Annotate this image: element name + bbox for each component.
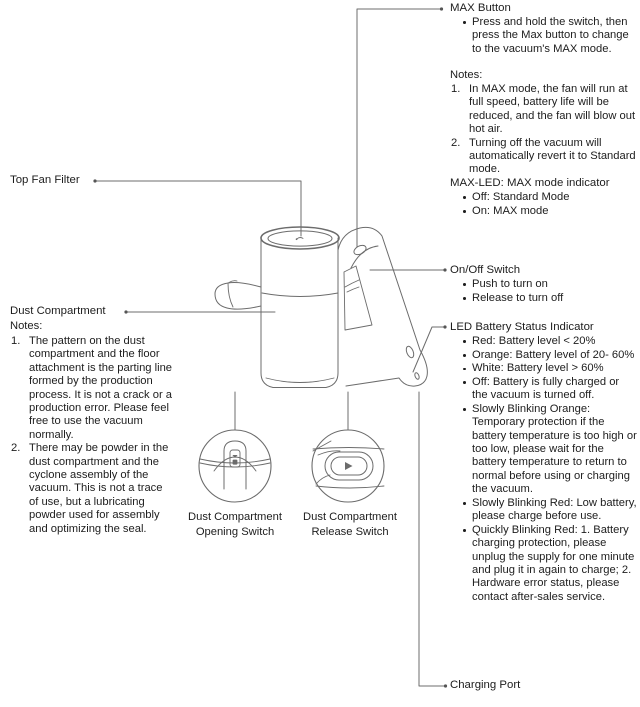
detail-caption-line2: Release Switch [311, 526, 389, 538]
detail-caption-release-switch [290, 510, 410, 540]
list-item: Push to turn on [461, 278, 633, 291]
list-text: Turning off the vacuum will automatically revert it to Standard mode. [469, 136, 636, 176]
max-button-bullets [461, 16, 633, 56]
list-text: There may be powder in the dust compartment and the cyclone assembly of the vacuum. This is not a trace of use, but a lubricating powder used for assembly and optimizing the seal. [29, 442, 169, 535]
list-text: In MAX mode, the fan will run at full speed, battery life will be reduced, and the fan will blow out hot air. [469, 83, 636, 136]
list-item [450, 83, 636, 137]
detail-caption-line2: Opening Switch [195, 526, 275, 538]
detail-caption-line1: Dust Compartment [303, 511, 397, 523]
max-led-title: MAX-LED: MAX mode indicator [450, 177, 610, 189]
callout-title-charging-port: Charging Port [450, 679, 521, 691]
list-item [10, 335, 173, 442]
list-item: Press and hold the switch, then press the Max button to change to the vacuum's MAX mode. [461, 16, 633, 56]
list-item: Orange: Battery level of 20- 60% [461, 349, 637, 362]
list-item [450, 137, 636, 177]
leader-top-fan-filter [96, 181, 301, 236]
list-number: 2. [11, 442, 21, 455]
led-battery-bullets [461, 335, 637, 604]
callout-title-max-button: MAX Button [450, 2, 511, 14]
detail-caption-opening-switch [173, 510, 297, 540]
list-item: On: MAX mode [461, 205, 633, 218]
list-item: Slowly Blinking Orange: Temporary protection if the battery temperature is too high or too low, please wait for the battery temperature to return to normal before using or charging the vacuum. [461, 403, 637, 497]
list-item: Off: Standard Mode [461, 191, 633, 204]
dust-compartment-notes-label: Notes: [10, 320, 43, 332]
on-off-switch-bullets [461, 278, 633, 305]
list-item: White: Battery level > 60% [461, 362, 637, 375]
list-item: Off: Battery is fully charged or the vacuum is turned off. [461, 376, 637, 403]
max-button-notes-list [450, 83, 636, 177]
callout-title-top-fan-filter: Top Fan Filter [10, 174, 80, 186]
list-number: 1. [451, 83, 461, 95]
list-item: Red: Battery level < 20% [461, 335, 637, 348]
list-text: The pattern on the dust compartment and the floor attachment is the parting line formed by the production process. It is not a crack or a production error. Please feel free to use the vacuum normally. [29, 335, 173, 441]
max-led-bullets [461, 191, 633, 218]
leader-led-battery [413, 327, 444, 372]
max-button-notes-label: Notes: [450, 69, 483, 81]
dust-compartment-notes-list [10, 335, 173, 536]
list-number: 1. [11, 335, 21, 347]
list-item: Slowly Blinking Red: Low battery, please charge before use. [461, 497, 637, 524]
callout-title-on-off-switch: On/Off Switch [450, 264, 521, 276]
leader-charging-port [419, 392, 444, 686]
list-item: Release to turn off [461, 292, 633, 305]
callout-title-dust-compartment: Dust Compartment [10, 305, 106, 317]
list-item [10, 442, 173, 536]
callout-title-led-battery: LED Battery Status Indicator [450, 321, 594, 333]
leader-max-button [357, 9, 440, 247]
list-item: Quickly Blinking Red: 1. Battery charging protection, please unplug the supply for one minute and plug it in again to charge; 2. Hardware error status, please contact after-sales service. [461, 524, 637, 604]
detail-caption-line1: Dust Compartment [188, 511, 282, 523]
list-number: 2. [451, 136, 461, 149]
